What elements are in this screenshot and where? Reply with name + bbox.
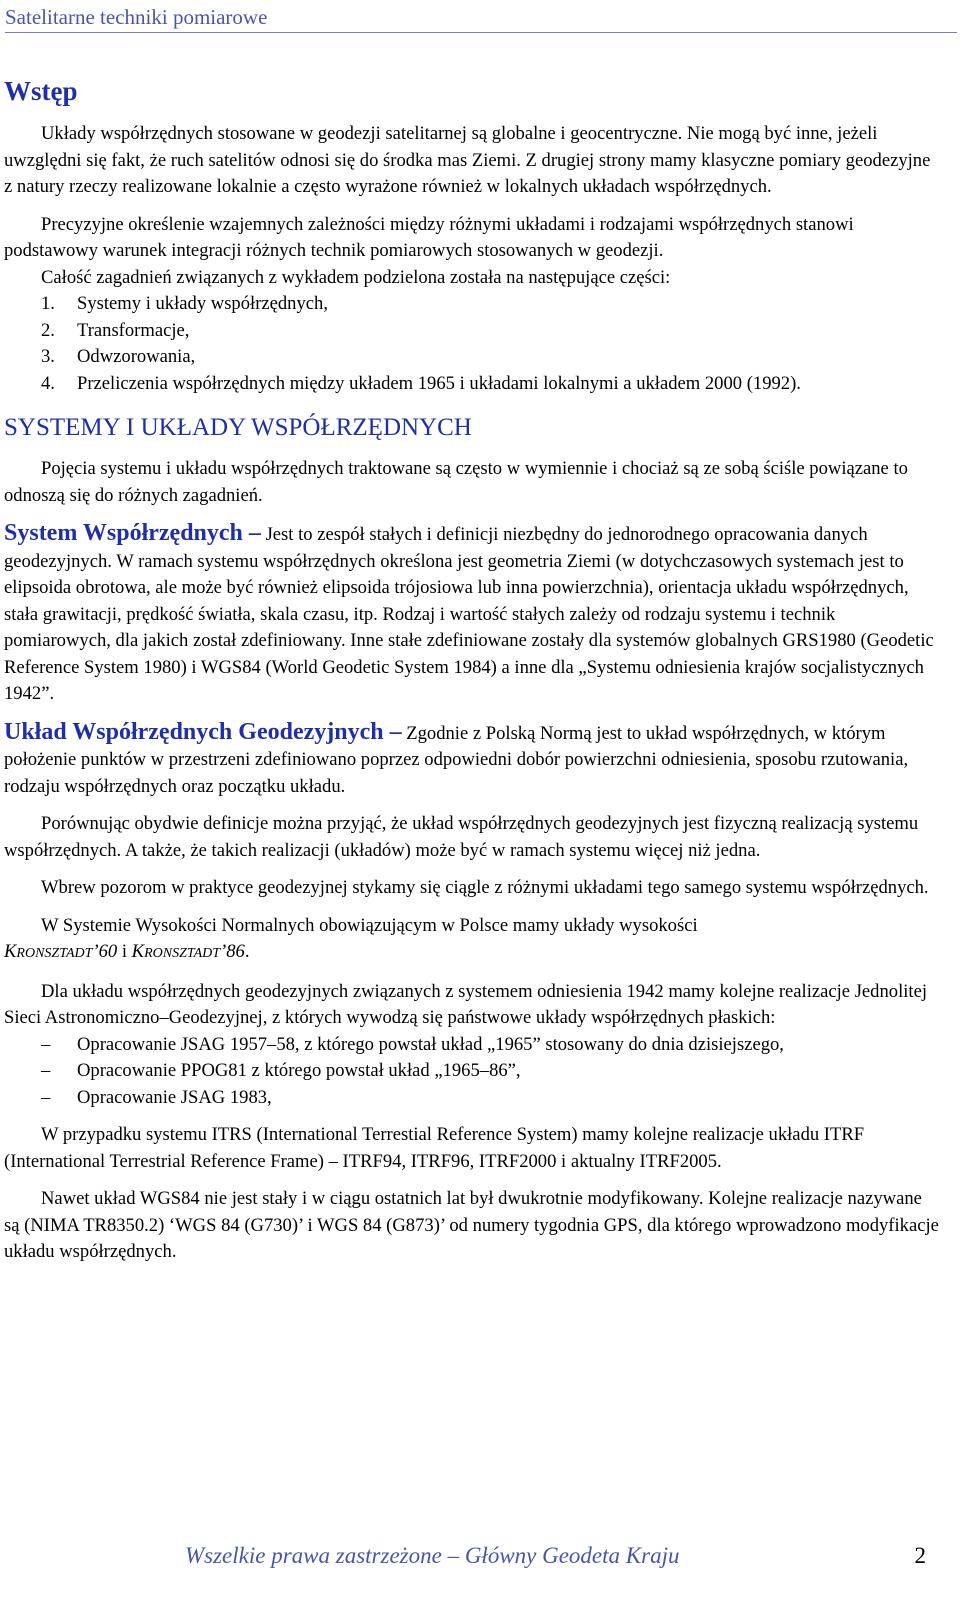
itrs-paragraph: W przypadku systemu ITRS (International Terrestial Reference System) mamy kolejne realizacje układu ITRF (International Terrestrial Reference Frame) – ITRF94, ITRF96, ITRF2000 i aktualny ITRF2005.	[4, 1124, 865, 1172]
intro-paragraph-3: Całość zagadnień związanych z wykładem podzielona została na następujące części:	[41, 266, 671, 288]
realizations-list	[4, 1032, 941, 1112]
definition-term: System Współrzędnych –	[4, 520, 261, 546]
list-item-text: Transformacje,	[77, 319, 190, 341]
definition-lead: Jest to zespół stałych i definicji niezbędny do jednorodnego	[265, 524, 710, 545]
list-item	[4, 344, 941, 371]
practice-paragraph: Wbrew pozorom w praktyce geodezyjnej stykamy się ciągle z różnymi układami tego samego systemu współrzędnych.	[41, 877, 929, 898]
list-item-text: Opracowanie PPOG81 z którego powstał układ „1965–86”,	[77, 1060, 521, 1081]
comparison-paragraph: Porównując obydwie definicje można przyjąć, że układ współrzędnych geodezyjnych jest fizyczną realizacją systemu współrzędnych. A także, że takich realizacji (układów) może być w ramach systemu więcej niż jedna.	[4, 813, 919, 861]
page-footer	[0, 1540, 960, 1572]
document-body	[4, 73, 941, 1266]
list-bullet: –	[41, 1086, 51, 1108]
list-item-text: Opracowanie JSAG 1957–58, z którego powstał układ „1965” stosowany do dnia dzisiejszego,	[77, 1033, 784, 1055]
intro-paragraph-1: Układy współrzędnych stosowane w geodezji satelitarnej są globalne i geocentryczne. Nie mogą być inne, jeżeli uwzględni się fakt, że ruch satelitów odnosi się do środka mas Ziemi. Z drugiej strony mamy klasyczne pomiary geodezyjne z natury rzeczy realizowane lokalnie a często wyrażone również w lokalnych układach współrzędnych.	[4, 123, 931, 197]
running-header: Satelitarne techniki pomiarowe	[5, 2, 957, 33]
list-bullet: –	[41, 1033, 51, 1055]
definition-geodetic-frame	[4, 719, 941, 801]
definition-text: współrzędnych, w którym położenie punktów w przestrzeni zdefiniowano poprzez odpowiedni dobór powierzchni odniesienia, sposobu rzutowania, rodzaju współrzędnych oraz początku układu.	[4, 722, 909, 797]
definition-text: opracowania danych geodezyjnych. W ramach systemu współrzędnych określona jest geometria Ziemi (w dotychczasowych systemach jest to elipsoida obrotowa, ale może być również elipsoida trójosiowa lub inna powierzchnia), orientacja układu współrzędnych, stała grawitacji, prędkość światła, skala czasu, itp. Rodzaj i wartość stałych zależy od rodzaju systemu i technik pomiarowych, dla jakich został zdefiniowany. Inne stałe zdefiniowane zostały dla systemów globalnych GRS1980 (Geodetic Reference System 1980) i WGS84 (World Geodetic System 1984) a inne dla „Systemu odniesienia krajów socjalistycznych 1942”.	[4, 524, 934, 704]
definition-term: Układ Współrzędnych Geodezyjnych –	[4, 718, 402, 745]
list-item-number: 3.	[41, 346, 55, 367]
intro-paragraph-2: Precyzyjne określenie wzajemnych zależności między różnymi układami i rodzajami współrzędnych stanowi podstawowy warunek integracji różnych technik pomiarowych stosowanych w geodezji.	[4, 213, 854, 261]
list-item	[4, 1058, 941, 1085]
system-1942-paragraph: Dla układu współrzędnych geodezyjnych związanych z systemem odniesienia 1942 mamy kolejne realizacje Jednolitej Sieci Astronomiczno–Geodezyjnej, z których wywodzą się państwowe układy współrzędnych płaskich:	[4, 980, 927, 1028]
page-number: 2	[914, 1543, 926, 1568]
height-systems-paragraph: W Systemie Wysokości Normalnych obowiązującym w Polsce mamy układy wysokości KRONSZTADT’60 i KRONSZTADT’86.	[4, 914, 698, 962]
list-item-text: Przeliczenia współrzędnych między układem 1965 i układami lokalnymi a układem 2000 (1992).	[77, 372, 801, 394]
definition-lead: Zgodnie z Polską Normą jest to układ	[406, 722, 688, 744]
list-item-number: 2.	[41, 319, 55, 341]
list-item-text: Systemy i układy współrzędnych,	[77, 293, 328, 314]
footer-copyright: Wszelkie prawa zastrzeżone – Główny Geodeta Kraju	[185, 1543, 680, 1568]
list-item	[4, 291, 941, 318]
parts-list	[4, 291, 941, 397]
list-item-text: Opracowanie JSAG 1983,	[77, 1086, 272, 1108]
definition-coordinate-system	[4, 520, 941, 708]
list-item-text: Odwzorowania,	[77, 346, 196, 367]
list-item	[4, 1032, 941, 1059]
section-intro-paragraph: Pojęcia systemu i układu współrzędnych traktowane są często w wymiennie i chociaż są ze sobą ściśle powiązane to odnoszą się do różnych zagadnień.	[4, 458, 908, 506]
list-item-number: 4.	[41, 372, 55, 394]
list-item	[4, 1085, 941, 1112]
list-item	[4, 318, 941, 345]
wgs84-paragraph: Nawet układ WGS84 nie jest stały i w ciągu ostatnich lat był dwukrotnie modyfikowany. Kolejne realizacje nazywane są (NIMA TR8350.2) ‘WGS 84 (G730)’ i WGS 84 (G873)’ od numery tygodnia GPS, dla którego wprowadzono modyfikacje układu współrzędnych.	[4, 1188, 939, 1262]
section-heading: SYSTEMY I UKŁADY WSPÓŁRZĘDNYCH	[4, 414, 472, 441]
list-bullet: –	[41, 1060, 51, 1081]
intro-heading: Wstęp	[4, 76, 78, 106]
list-item-number: 1.	[41, 293, 55, 314]
list-item	[4, 371, 941, 398]
